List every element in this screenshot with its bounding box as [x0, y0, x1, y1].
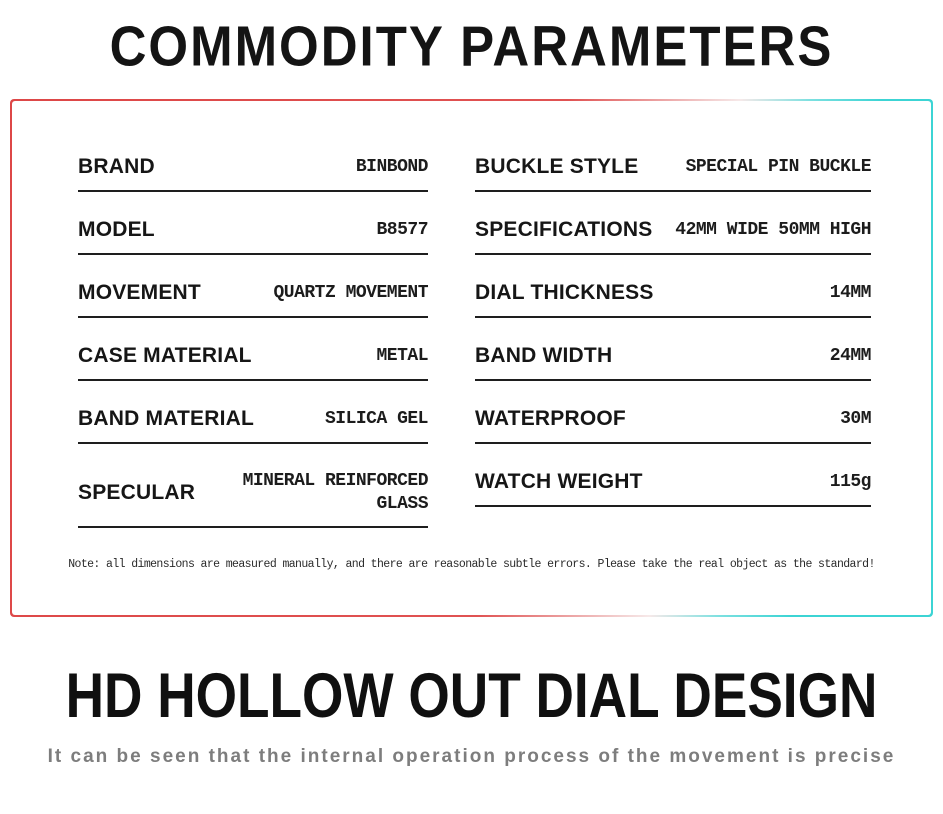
spec-row-waterproof	[475, 407, 871, 444]
spec-row-watch-weight	[475, 470, 871, 507]
spec-row-buckle-style	[475, 155, 871, 192]
spec-row-specular	[78, 470, 428, 528]
spec-frame	[10, 99, 933, 617]
spec-label: MOVEMENT	[78, 281, 201, 304]
section-subtitle: It can be seen that the internal operation process of the movement is precise	[47, 746, 896, 767]
spec-value: 24MM	[829, 345, 871, 366]
spec-label: BAND WIDTH	[475, 344, 613, 367]
spec-label: CASE MATERIAL	[78, 344, 252, 367]
product-spec-page	[0, 14, 943, 814]
spec-label: WATCH WEIGHT	[475, 470, 643, 493]
spec-value: BINBOND	[355, 156, 428, 177]
spec-label: BRAND	[78, 155, 155, 178]
spec-columns	[12, 155, 931, 528]
spec-row-band-width	[475, 344, 871, 381]
spec-value: SILICA GEL	[324, 408, 428, 429]
spec-value: 30M	[840, 408, 871, 429]
spec-label: MODEL	[78, 218, 155, 241]
page-title: COMMODITY PARAMETERS	[109, 15, 834, 78]
section-title: HD HOLLOW OUT DIAL DESIGN	[65, 660, 878, 731]
spec-value: SPECIAL PIN BUCKLE	[685, 156, 871, 177]
spec-row-case-material	[78, 344, 428, 381]
spec-row-band-material	[78, 407, 428, 444]
spec-value: 42MM WIDE 50MM HIGH	[675, 219, 871, 240]
spec-column-right	[475, 155, 871, 528]
spec-value: B8577	[376, 219, 428, 240]
spec-label: BAND MATERIAL	[78, 407, 255, 430]
spec-row-model	[78, 218, 428, 255]
spec-value: METAL	[376, 345, 428, 366]
measurement-note: Note: all dimensions are measured manually, and there are reasonable subtle errors. Please take the real object as the standard!	[68, 558, 875, 571]
spec-row-movement	[78, 281, 428, 318]
spec-row-specifications	[475, 218, 871, 255]
spec-value: QUARTZ MOVEMENT	[273, 282, 428, 303]
spec-row-dial-thickness	[475, 281, 871, 318]
spec-row-brand	[78, 155, 428, 192]
spec-label: SPECULAR	[78, 480, 196, 504]
spec-column-left	[78, 155, 428, 528]
spec-value: MINERAL REINFORCED GLASS	[242, 471, 428, 514]
spec-label: DIAL THICKNESS	[475, 281, 654, 304]
spec-label: WATERPROOF	[475, 407, 626, 430]
spec-value: 115g	[829, 471, 871, 492]
spec-value: 14MM	[829, 282, 871, 303]
spec-label: BUCKLE STYLE	[475, 155, 639, 178]
spec-label: SPECIFICATIONS	[475, 218, 653, 241]
spec-frame-inner	[12, 101, 931, 615]
